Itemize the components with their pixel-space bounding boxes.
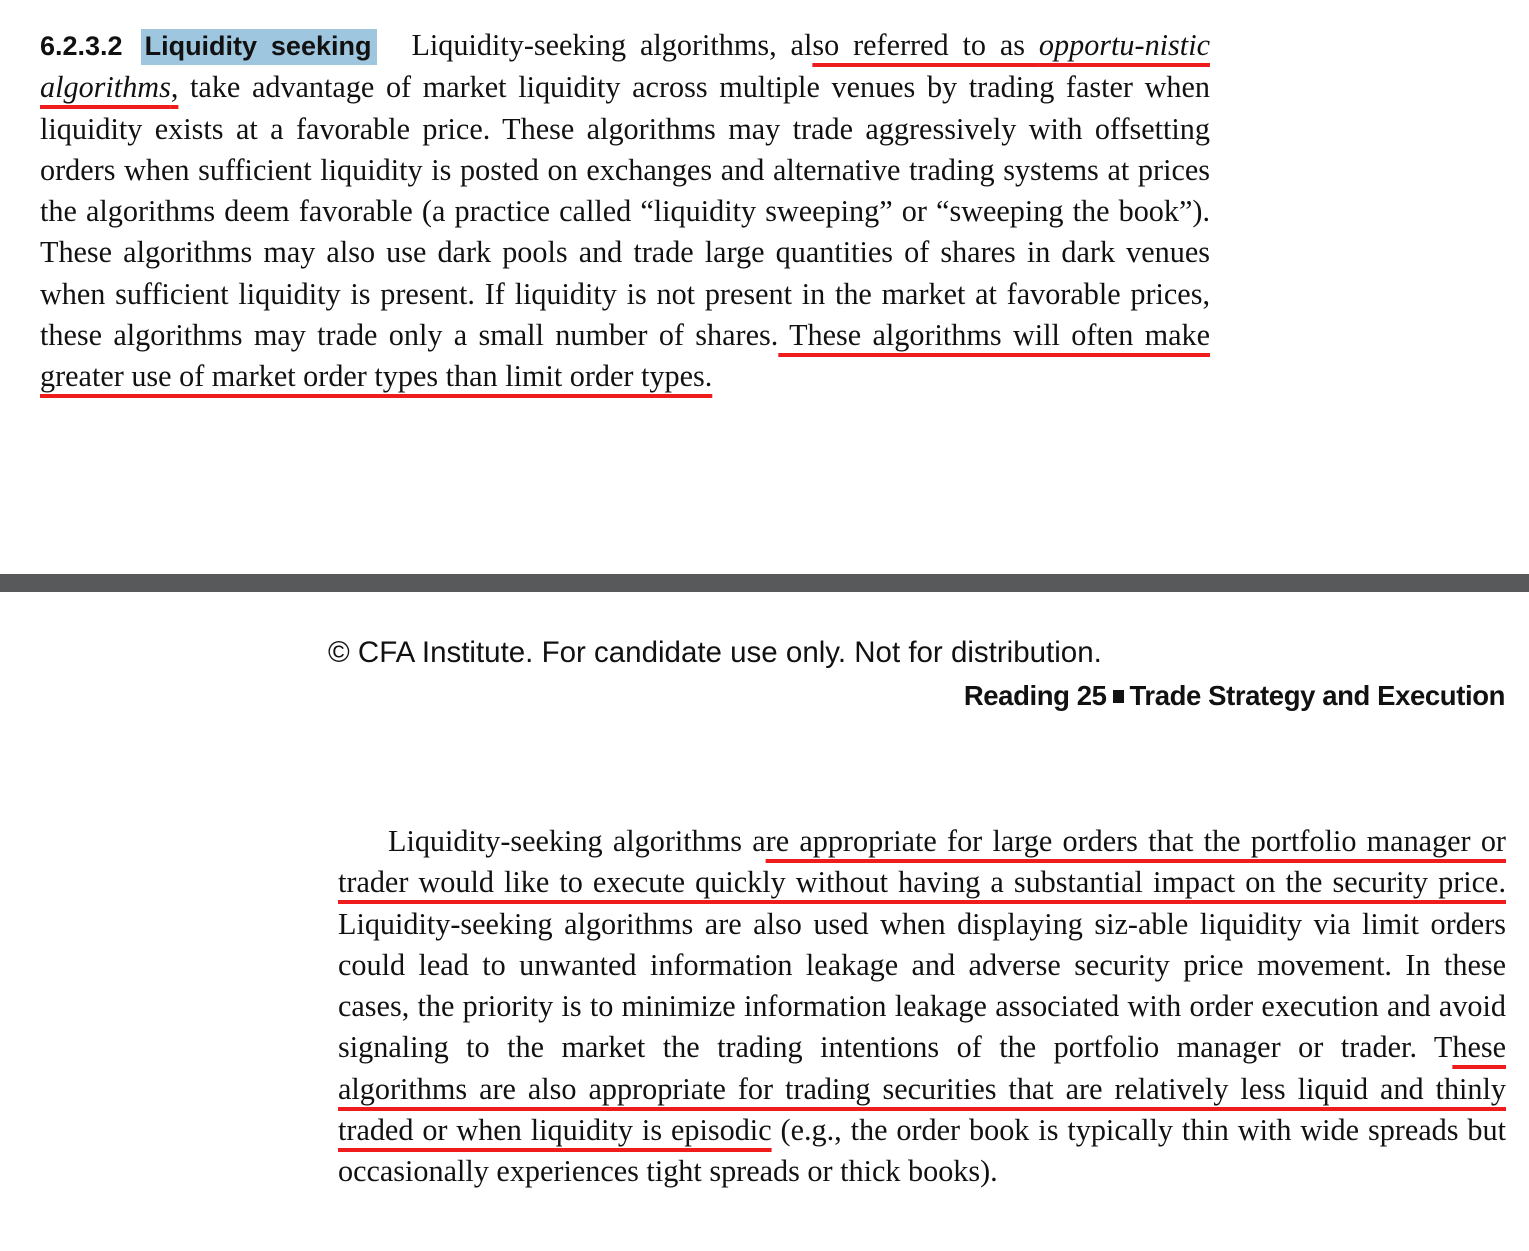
text-run: take advantage of market liquidity across multiple venues by trading faster when liquidity exists at a favorable price. These algorithms may trade aggressively with offsetting orders when sufficient liquidity is posted on exchanges and alternative trading systems at prices the algorithms deem favorable (a practice called “liquidity sweeping” or “sweeping the book”). These algorithms may also use dark pools and trade large quantities of shares in dark venues when sufficient liquidity is present. If liquidity is not present in the market at favorable prices, these algorithms may trade only a small number of shares. <box>40 70 1210 353</box>
square-bullet-icon <box>1113 690 1124 703</box>
bottom-page <box>0 592 1529 1251</box>
text-run: Liquidity-seeking algorithms are also used when displaying siz-able liquidity via limit orders could lead to unwanted information leakage and adverse security price movement. In these cases, the priority is to minimize information leakage associated with order execution and avoid signaling to the market the trading intentions of the portfolio manager or trader. T <box>338 906 1506 1065</box>
text-run: so referred to as <box>812 28 1039 62</box>
section-paragraph <box>40 25 1210 398</box>
section-title: Liquidity seeking <box>141 29 378 65</box>
running-head <box>964 680 1505 712</box>
underlined-text: re appropriate for large orders that the portfolio manager or trader would like to execute quickly without having a substantial impact on the security price. <box>338 824 1506 900</box>
text-run: Liquidity-seeking algorithms, al <box>411 28 813 62</box>
copyright-notice: © CFA Institute. For candidate use only. Not for distribution. <box>328 636 1102 669</box>
reading-title: Trade Strategy and Execution <box>1129 680 1505 711</box>
section-number: 6.2.3.2 <box>40 31 123 61</box>
text-run: (e.g., the order book is typically thin with wide spreads but occasionally experiences tight spreads or thick books). <box>338 1113 1506 1189</box>
underlined-text: hese algorithms are also appropriate for trading securities that are relatively less liquid and thinly traded or when liquidity is episodic <box>338 1030 1506 1148</box>
page-divider <box>0 574 1529 592</box>
text-run: Liquidity-seeking algorithms a <box>388 824 766 858</box>
underlined-text: These algorithms will often make greater use of market order types than limit order types. <box>40 318 1210 394</box>
text-run: , <box>170 70 179 105</box>
top-page <box>0 0 1529 574</box>
italic-term: opportu-nistic algorithms <box>40 28 1210 105</box>
body-paragraph <box>338 821 1506 1193</box>
reading-number: Reading 25 <box>963 680 1107 711</box>
